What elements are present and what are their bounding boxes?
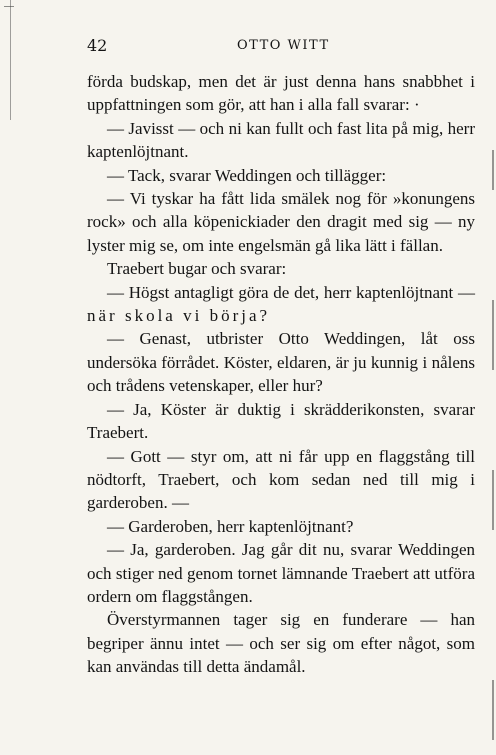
paragraph (87, 281, 475, 328)
page-edge-mark (492, 300, 494, 370)
page-edge-mark (492, 150, 494, 190)
paragraph: Överstyrmannen tager sig en funderare — han begriper ännu intet — och ser sig om efter något, som kan användas till detta ändamål. (87, 610, 475, 677)
paragraph: — Genast, utbrister Otto Weddingen, låt oss undersöka förrådet. Köster, eldaren, är ju kunnig i nålens och trådens vetenskaper, eller hur? (87, 329, 475, 396)
paragraph: — Vi tyskar ha fått lida smälek nog för »konungens rock» och alla köpenickiader den dragit med sig — ny lyster mig se, om inte engelsmän gå lika lätt i fällan. (87, 189, 475, 255)
paragraph: — Ja, garderoben. Jag går dit nu, svarar Weddingen och stiger ned genom tornet lämnande Traebert att utföra ordern om flaggstången. (87, 540, 475, 606)
paragraph: förda budskap, men det är just denna hans snabbhet i uppfattningen som gör, att han i alla fall svarar: · (87, 72, 475, 115)
binding-edge-line (10, 0, 11, 120)
paragraph-text: ? (259, 306, 268, 326)
page-edge-mark (492, 470, 494, 530)
paragraph: — Ja, Köster är duktig i skrädderikonsten, svarar Traebert. (87, 399, 475, 443)
page-header (87, 36, 477, 56)
paragraph: Traebert bugar och svarar: (107, 259, 287, 279)
page-number: 42 (87, 36, 108, 55)
paragraph: — Garderoben, herr kaptenlöjtnant? (107, 516, 354, 536)
spaced-emphasis-text: när skola vi börja (87, 306, 260, 326)
paragraph-text: — Högst antagligt göra de det, herr kaptenlöjtnant — (107, 282, 475, 302)
binding-edge-tick (4, 6, 14, 7)
paragraph: — Tack, svarar Weddingen och tillägger: (107, 165, 387, 185)
page-edge-mark (492, 680, 494, 740)
running-head: OTTO WITT (237, 38, 330, 53)
paragraph: — Javisst — och ni kan fullt och fast lita på mig, herr kaptenlöjtnant. (87, 118, 475, 162)
paragraph: — Gott — styr om, att ni får upp en flaggstång till nödtorft, Traebert, och kom sedan ned till mig i garderoben. — (87, 446, 475, 513)
body-text (87, 70, 475, 679)
